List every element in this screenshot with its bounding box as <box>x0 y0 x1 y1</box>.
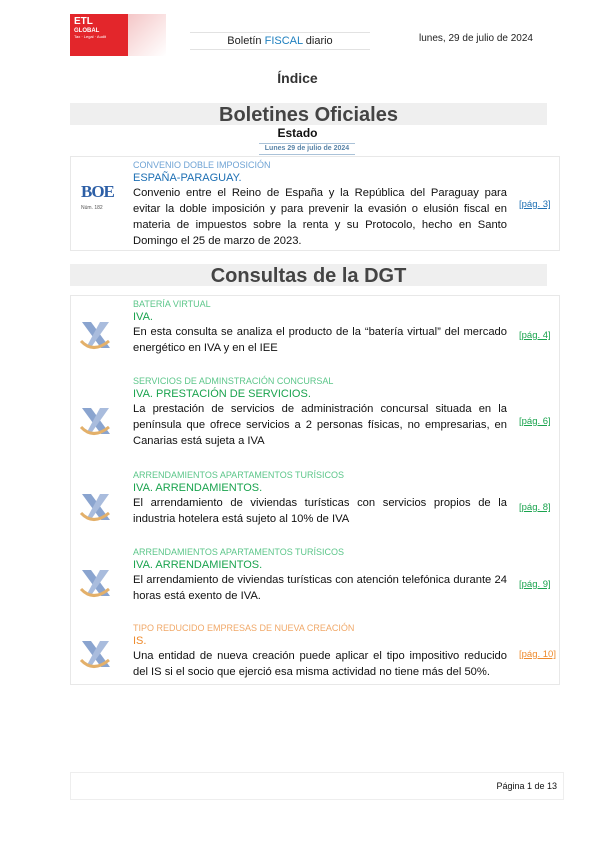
page-footer <box>70 772 564 800</box>
entry-subtitle: IVA. PRESTACIÓN DE SERVICIOS. <box>133 388 311 400</box>
entry-category: ARRENDAMIENTOS APARTAMENTOS TURÍSICOS <box>133 547 345 557</box>
list-item <box>133 547 507 604</box>
entry-category: CONVENIO DOBLE IMPOSICIÓN <box>133 160 271 170</box>
logo-text-global: GLOBAL <box>74 28 100 34</box>
entry-description: El arrendamiento de viviendas turísticas con servicios propios de la industria hotelera está sujeto al 10% de IVA <box>133 497 507 525</box>
boe-icon-label: BOE <box>81 182 114 201</box>
index-title: Índice <box>277 70 318 86</box>
list-item <box>133 160 507 249</box>
entry-subtitle: ESPAÑA-PARAGUAY. <box>133 172 242 184</box>
boe-entries-box <box>70 156 560 251</box>
entry-description: Una entidad de nueva creación puede aplicar el tipo impositivo reducido del IS si el socio que ejerció esa misma actividad no tiene más del 50%. <box>133 650 507 678</box>
page-number: Página 1 de 13 <box>496 781 557 791</box>
list-item <box>133 470 507 527</box>
bulletin-prefix: Boletín <box>227 35 265 47</box>
entry-subtitle: IS. <box>133 635 147 647</box>
entry-subtitle: IVA. <box>133 311 153 323</box>
header-date: lunes, 29 de julio de 2024 <box>419 33 533 44</box>
etl-global-logo <box>70 14 166 56</box>
agencia-tributaria-icon <box>79 638 113 670</box>
list-item <box>133 623 507 680</box>
bulletin-title <box>190 32 370 50</box>
page-link[interactable]: [pág. 10] <box>519 649 556 660</box>
page-link[interactable]: [pág. 4] <box>519 330 551 341</box>
section-title-consultas: Consultas de la DGT <box>70 264 547 286</box>
page-link[interactable]: [pág. 9] <box>519 579 551 590</box>
entry-category: BATERÍA VIRTUAL <box>133 299 211 309</box>
bulletin-highlight: FISCAL <box>264 35 303 47</box>
section-title-boletines: Boletines Oficiales <box>70 103 547 125</box>
entry-category: ARRENDAMIENTOS APARTAMENTOS TURÍSICOS <box>133 470 345 480</box>
bulletin-suffix: diario <box>302 35 333 47</box>
list-item <box>133 299 507 356</box>
entry-description: El arrendamiento de viviendas turísticas con atención telefónica durante 24 horas está exento de IVA. <box>133 574 507 602</box>
logo-fade <box>128 14 166 56</box>
section-date: Lunes 29 de julio de 2024 <box>259 143 355 155</box>
agencia-tributaria-icon <box>79 405 113 437</box>
logo-text-etl: ETL <box>74 16 93 27</box>
boe-icon <box>81 183 121 219</box>
page-link[interactable]: [pág. 3] <box>519 199 551 210</box>
entry-category: SERVICIOS DE ADMINSTRACIÓN CONCURSAL <box>133 376 334 386</box>
section-subtitle-estado: Estado <box>277 126 318 140</box>
entry-subtitle: IVA. ARRENDAMIENTOS. <box>133 482 263 494</box>
logo-text-tagline: Tax · Legal · Audit <box>74 34 107 39</box>
boe-icon-number: Núm. 182 <box>81 205 103 211</box>
dgt-entries-box <box>70 295 560 685</box>
page-link[interactable]: [pág. 8] <box>519 502 551 513</box>
agencia-tributaria-icon <box>79 491 113 523</box>
entry-description: La prestación de servicios de administración concursal situada en la península que ofrece servicios a 2 personas físicas, no empresarias, en Canarias está sujeta a IVA <box>133 403 507 447</box>
entry-subtitle: IVA. ARRENDAMIENTOS. <box>133 559 263 571</box>
list-item <box>133 376 507 449</box>
agencia-tributaria-icon <box>79 319 113 351</box>
agencia-tributaria-icon <box>79 567 113 599</box>
entry-description: En esta consulta se analiza el producto de la “batería virtual” del mercado energético en IVA y en el IEE <box>133 326 507 354</box>
entry-description: Convenio entre el Reino de España y la República del Paraguay para evitar la doble imposición y para prevenir la evasión o elusión fiscal en materia de impuestos sobre la renta y su Protocolo, hecho en Santo Domingo el 25 de marzo de 2023. <box>133 187 507 247</box>
entry-category: TIPO REDUCIDO EMPRESAS DE NUEVA CREACIÓN <box>133 623 355 633</box>
page-link[interactable]: [pág. 6] <box>519 416 551 427</box>
